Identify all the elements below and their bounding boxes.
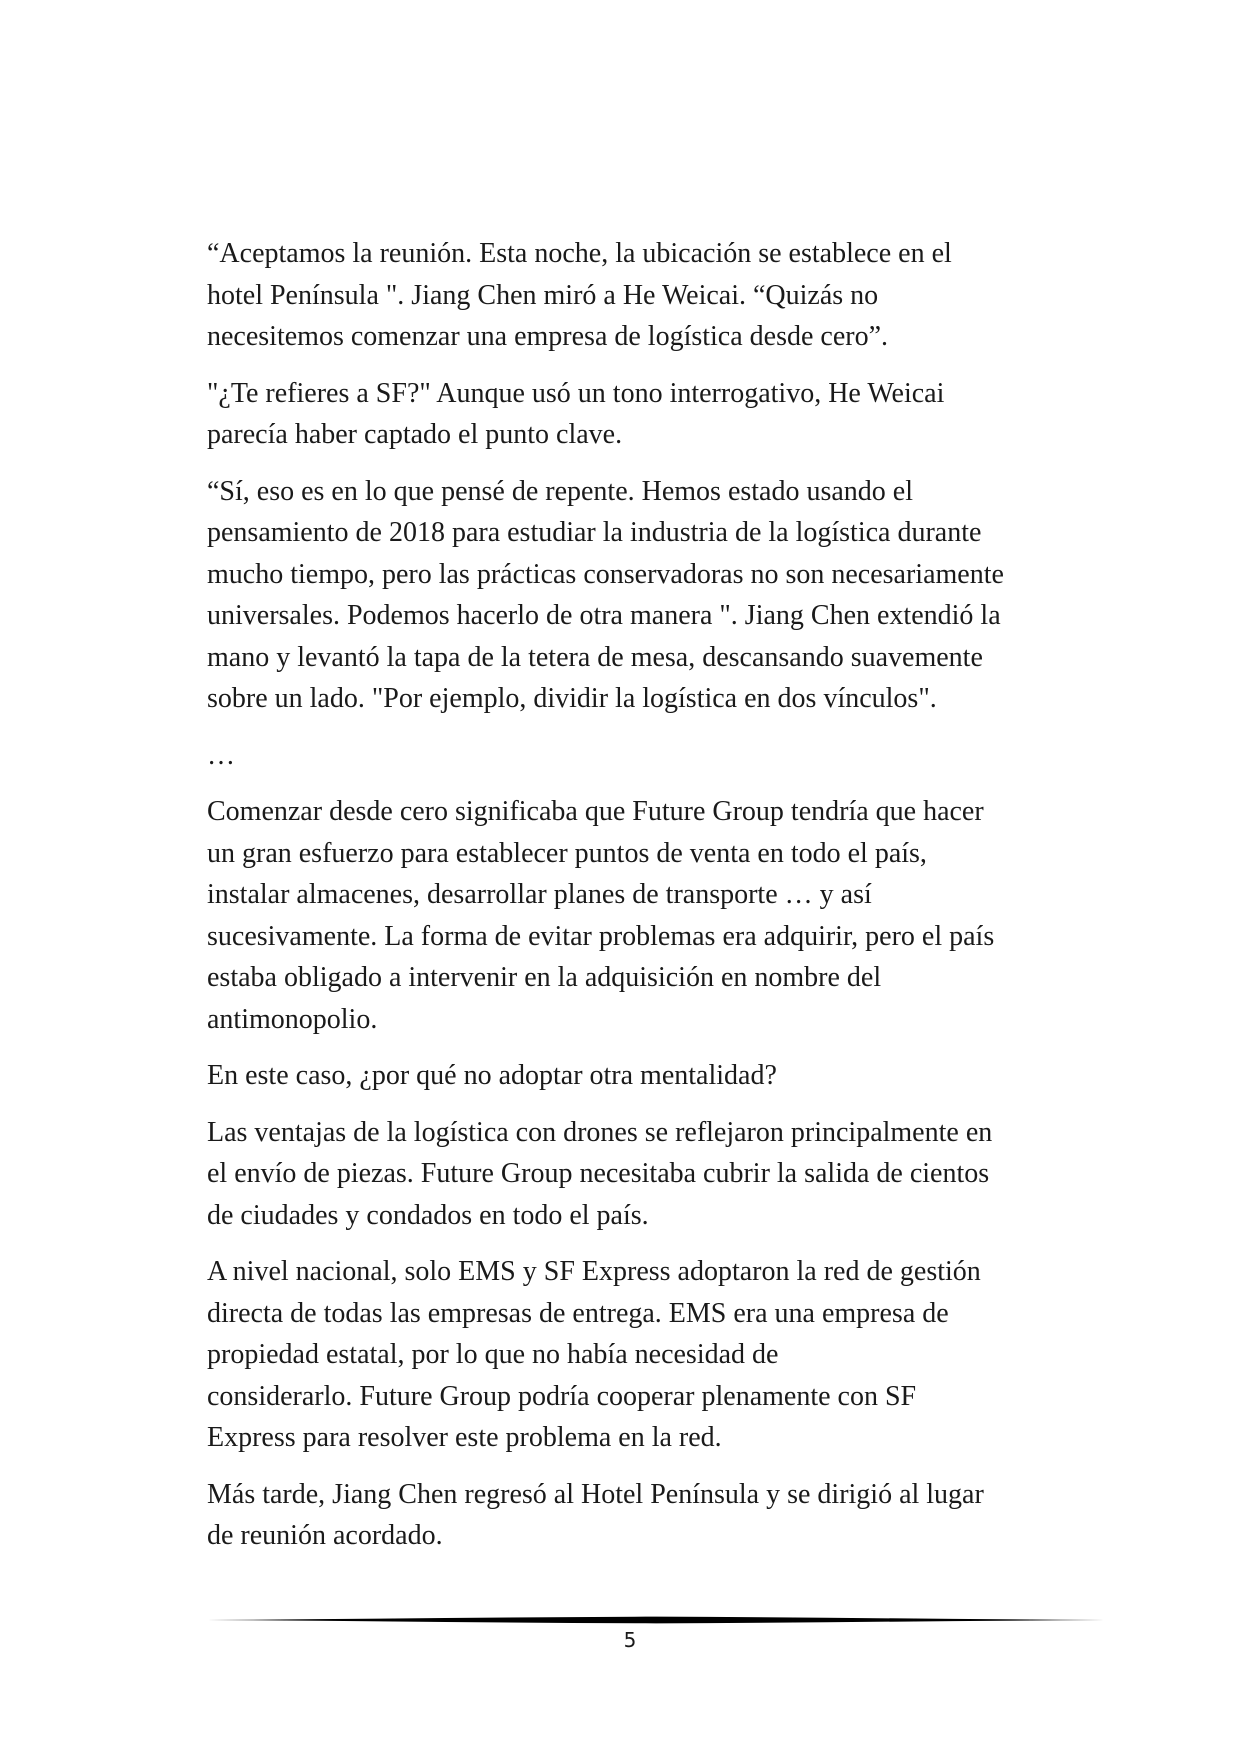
text-line: En este caso, ¿por qué no adoptar otra mentalidad? (207, 1060, 777, 1091)
page-number: 5 (623, 1628, 637, 1652)
paragraph (207, 1251, 1077, 1459)
text-line: pensamiento de 2018 para estudiar la industria de la logística durante (207, 517, 982, 548)
paragraph (207, 735, 1077, 777)
text-line: mano y levantó la tapa de la tetera de mesa, descansando suavemente (207, 641, 983, 673)
text-line: Las ventajas de la logística con drones se reflejaron principalmente en (207, 1116, 993, 1148)
text-line: sobre un lado. "Por ejemplo, dividir la logística en dos vínculos". (207, 683, 937, 714)
text-line: hotel Península ". Jiang Chen miró a He Weicai. “Quizás no (207, 279, 879, 311)
text-line: propiedad estatal, por lo que no había necesidad de (207, 1339, 779, 1370)
text-line: parecía haber captado el punto clave. (207, 419, 623, 450)
text-line: "¿Te refieres a SF?" Aunque usó un tono interrogativo, He Weicai (207, 377, 945, 409)
text-line: el envío de piezas. Future Group necesitaba cubrir la salida de cientos (207, 1158, 990, 1189)
footer-divider-stroke (207, 1617, 1105, 1624)
paragraph (207, 1112, 1077, 1237)
paragraph (207, 373, 1077, 456)
text-line: de reunión acordado. (207, 1520, 443, 1551)
text-line: mucho tiempo, pero las prácticas conservadoras no son necesariamente (207, 558, 1004, 590)
text-line: de ciudades y condados en todo el país. (207, 1199, 649, 1231)
text-line: sucesivamente. La forma de evitar problemas era adquirir, pero el país (207, 920, 995, 952)
text-line: universales. Podemos hacerlo de otra manera ". Jiang Chen extendió la (207, 600, 1001, 631)
text-line: Comenzar desde cero significaba que Future Group tendría que hacer (207, 796, 984, 827)
paragraph (207, 791, 1077, 1040)
paragraph (207, 1474, 1077, 1557)
text-line: A nivel nacional, solo EMS y SF Express adoptaron la red de gestión (207, 1256, 981, 1287)
text-line: necesitemos comenzar una empresa de logística desde cero”. (207, 321, 889, 352)
paragraph (207, 1055, 1077, 1097)
text-line: considerarlo. Future Group podría cooperar plenamente con SF (207, 1380, 917, 1412)
paragraph (207, 471, 1077, 720)
paragraph (207, 233, 1077, 358)
text-line: “Sí, eso es en lo que pensé de repente. Hemos estado usando el (207, 475, 914, 507)
text-line: estaba obligado a intervenir en la adquisición en nombre del (207, 962, 882, 993)
text-line: antimonopolio. (207, 1003, 378, 1035)
text-line: un gran esfuerzo para establecer puntos de venta en todo el país, (207, 837, 927, 869)
text-line: directa de todas las empresas de entrega. EMS era una empresa de (207, 1297, 949, 1329)
text-line: Más tarde, Jiang Chen regresó al Hotel Península y se dirigió al lugar (207, 1478, 984, 1510)
text-line: “Aceptamos la reunión. Esta noche, la ubicación se establece en el (207, 238, 952, 269)
text-line: instalar almacenes, desarrollar planes de transporte … y así (207, 879, 872, 910)
text-line: Express para resolver este problema en la red. (207, 1422, 722, 1453)
text-line: … (207, 739, 235, 771)
body-text (207, 233, 1077, 1572)
